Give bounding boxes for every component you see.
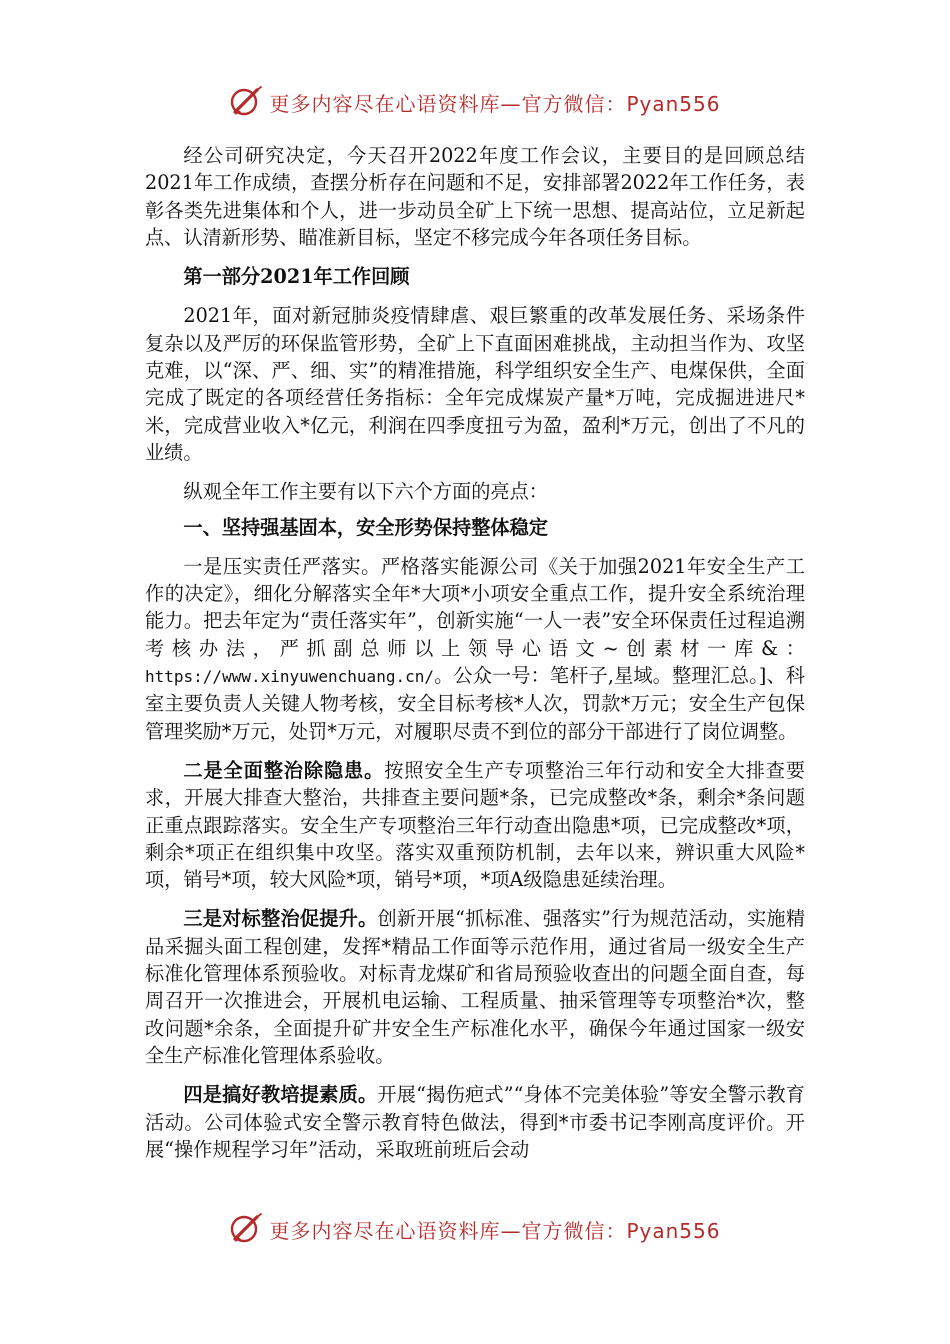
responsibility-paragraph <box>145 553 805 745</box>
hazard-lead: 二是全面整治除隐患。 <box>183 758 385 782</box>
website-url: https://www.xinyuwenchuang.cn/ <box>145 667 434 687</box>
hazard-body: 按照安全生产专项整治三年行动和安全大排查要求，开展大排查大整治，共排查主要问题*条，已完成整改*条，剩余*条问题正重点跟踪落实。安全生产专项整治三年行动查出隐患*项，已完成整改*项，剩余*项正在组织集中攻坚。落实双重预防机制，去年以来，辨识重大风险*项，销号*项，较大风险*项，销号*项，*项A级隐患延续治理。 <box>145 758 806 892</box>
watermark-text: 更多内容尽在心语资料库—官方微信：Pyan556 <box>269 91 721 116</box>
footer-watermark-banner <box>0 1209 950 1249</box>
document-body <box>145 142 805 1163</box>
part1-heading: 第一部分2021年工作回顾 <box>183 265 410 289</box>
responsibility-text-b: 。公众一号：笔杆子,星域。整理汇总。]、科室主要负责人关键人物考核，安全目标考核*人次，罚款*万元；安全生产包保管理奖励*万元，处罚*万元，对履职尽责不到位的部分干部进行了岗位调整。 <box>145 664 805 743</box>
pen-circle-icon <box>229 1212 263 1246</box>
training-lead: 四是搞好教培提素质。 <box>183 1083 378 1107</box>
responsibility-text-a: 一是压实责任严落实。严格落实能源公司《关于加强2021年安全生产工作的决定》，细化分解落实全年*大项*小项安全重点工作，提升安全系统治理能力。把去年定为“责任落实年”，创新实施“一人一表”安全环保责任过程追溯考核办法，严抓副总师以上领导心语文~创素材一库&： <box>145 554 805 660</box>
watermark-text: 更多内容尽在心语资料库—官方微信：Pyan556 <box>269 1218 721 1243</box>
highlights-intro: 纵观全年工作主要有以下六个方面的亮点： <box>183 480 548 504</box>
benchmark-lead: 三是对标整治促提升。 <box>183 907 378 931</box>
hazard-paragraph <box>145 757 805 893</box>
header-watermark-banner <box>0 82 950 122</box>
training-body: 开展“揭伤疤式”“身体不完美体验”等安全警示教育活动。公司体验式安全警示教育特色做法，得到*市委书记李刚高度评价。开展“操作规程学习年”活动，采取班前班后会动 <box>145 1083 805 1161</box>
benchmark-body: 创新开展“抓标准、强落实”行为规范活动，实施精品采掘头面工程创建，发挥*精品工作面等示范作用，通过省局一级安全生产标准化管理体系预验收。对标青龙煤矿和省局预验收查出的问题全面自查，每周召开一次推进会，开展机电运输、工程质量、抽采管理等专项整治*次，整改问题*余条，全面提升矿井安全生产标准化水平，确保今年通过国家一级安全生产标准化管理体系验收。 <box>145 907 806 1067</box>
intro-paragraph: 经公司研究决定，今天召开2022年度工作会议，主要目的是回顾总结2021年工作成绩，查摆分析存在问题和不足，安排部署2022年工作任务，表彰各类先进集体和个人，进一步动员全矿上下统一思想、提高站位，立足新起点、认清新形势、瞄准新目标，坚定不移完成今年各项任务目标。 <box>145 144 805 249</box>
benchmark-paragraph <box>145 905 805 1069</box>
training-paragraph <box>145 1081 805 1163</box>
pen-circle-icon <box>229 85 263 119</box>
section1-heading: 一、坚持强基固本，安全形势保持整体稳定 <box>183 515 548 539</box>
review-paragraph: 2021年，面对新冠肺炎疫情肆虐、艰巨繁重的改革发展任务、采场条件复杂以及严厉的环保监管形势，全矿上下直面困难挑战，主动担当作为、攻坚克难，以“深、严、细、实”的精准措施，科学组织安全生产、电煤保供，全面完成了既定的各项经营任务指标：全年完成煤炭产量*万吨，完成掘进进尺*米，完成营业收入*亿元，利润在四季度扭亏为盈，盈利*万元，创出了不凡的业绩。 <box>145 304 805 464</box>
